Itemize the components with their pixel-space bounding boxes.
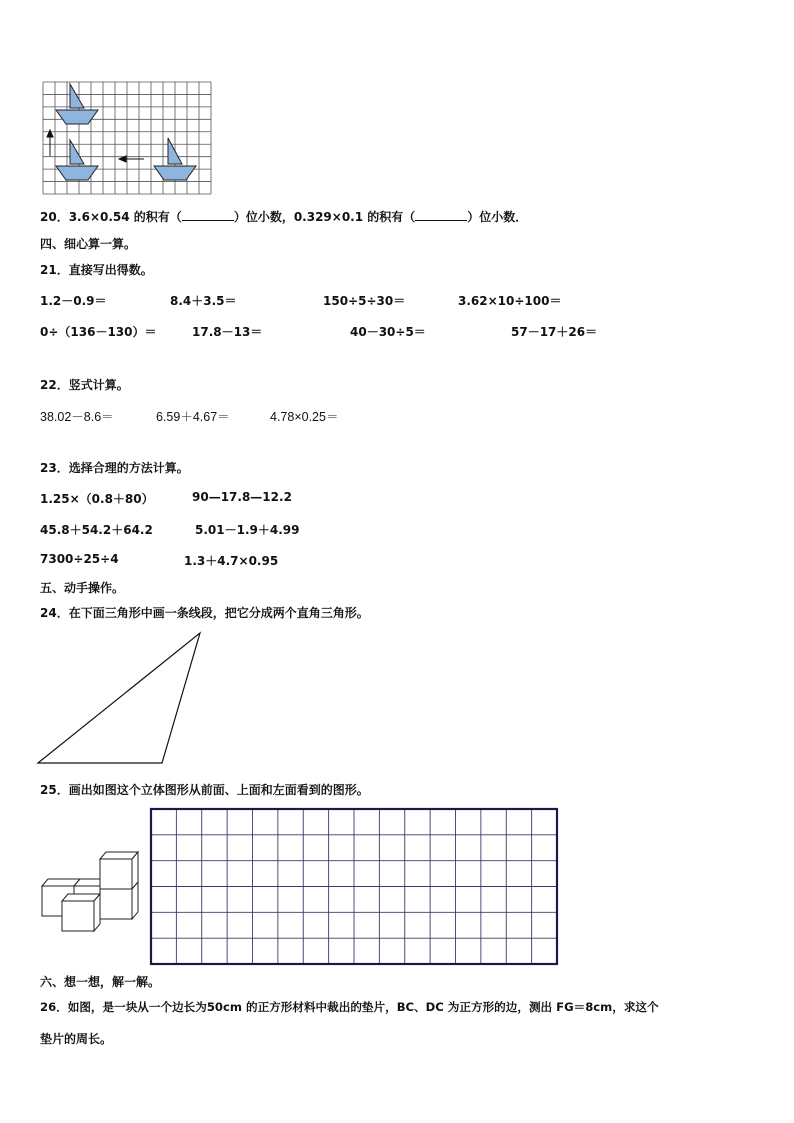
question-25-title: 25．画出如图这个立体图形从前面、上面和左面看到的图形。 (40, 783, 369, 797)
answer-blank-2[interactable] (415, 210, 467, 221)
question-22-title: 22．竖式计算。 (40, 378, 129, 392)
q23-item: 5.01－1.9＋4.99 (195, 523, 300, 537)
q21-item: 1.2－0.9＝ (40, 294, 107, 308)
question-20-part3: ）位小数． (467, 210, 528, 224)
question-20 (40, 208, 527, 225)
q23-item: 90—17.8—12.2 (192, 490, 292, 504)
triangle[interactable] (38, 633, 200, 763)
q21-item: 3.62×10÷100＝ (458, 294, 562, 308)
q22-item: 4.78×0.25＝ (270, 410, 339, 424)
q23-item: 1.25×（0.8＋80） (40, 492, 154, 506)
q22-item: 6.59＋4.67＝ (156, 410, 230, 424)
drawing-grid[interactable] (149, 807, 559, 967)
q23-item: 7300÷25÷4 (40, 552, 119, 566)
q21-item: 150÷5÷30＝ (323, 294, 406, 308)
q21-item: 0÷（136－130）＝ (40, 325, 157, 339)
boat-top (56, 84, 98, 124)
question-20-part2: ）位小数，0.329×0.1 的积有（ (233, 210, 416, 224)
q21-item: 17.8－13＝ (192, 325, 263, 339)
q21-item: 8.4＋3.5＝ (170, 294, 237, 308)
boat-translation-grid-figure (42, 80, 212, 198)
question-20-number: 20． (40, 210, 69, 224)
triangle-figure (36, 630, 216, 768)
section-4-heading: 四、细心算一算。 (40, 237, 137, 251)
q23-item: 45.8＋54.2＋64.2 (40, 523, 153, 537)
cube-stack-figure (38, 848, 148, 938)
section-6-heading: 六、想一想，解一解。 (40, 975, 161, 989)
section-5-heading: 五、动手操作。 (40, 581, 125, 595)
q23-item: 1.3＋4.7×0.95 (184, 554, 279, 568)
question-20-part1: 3.6×0.54 的积有（ (68, 210, 182, 224)
q22-item: 38.02－8.6＝ (40, 410, 114, 424)
question-24-title: 24．在下面三角形中画一条线段，把它分成两个直角三角形。 (40, 606, 369, 620)
question-21-title: 21．直接写出得数。 (40, 263, 153, 277)
answer-blank-1[interactable] (182, 210, 234, 221)
question-26-line1: 26．如图，是一块从一个边长为50cm 的正方形材料中裁出的垫片，BC、DC 为正方形的边，测出 FG＝8cm，求这个 (40, 1000, 659, 1014)
up-arrow (47, 130, 53, 156)
question-23-title: 23．选择合理的方法计算。 (40, 461, 189, 475)
q21-item: 57－17＋26＝ (511, 325, 598, 339)
question-26-line2: 垫片的周长。 (40, 1032, 113, 1046)
boat-bottom-left (56, 140, 98, 180)
q21-item: 40－30÷5＝ (350, 325, 426, 339)
